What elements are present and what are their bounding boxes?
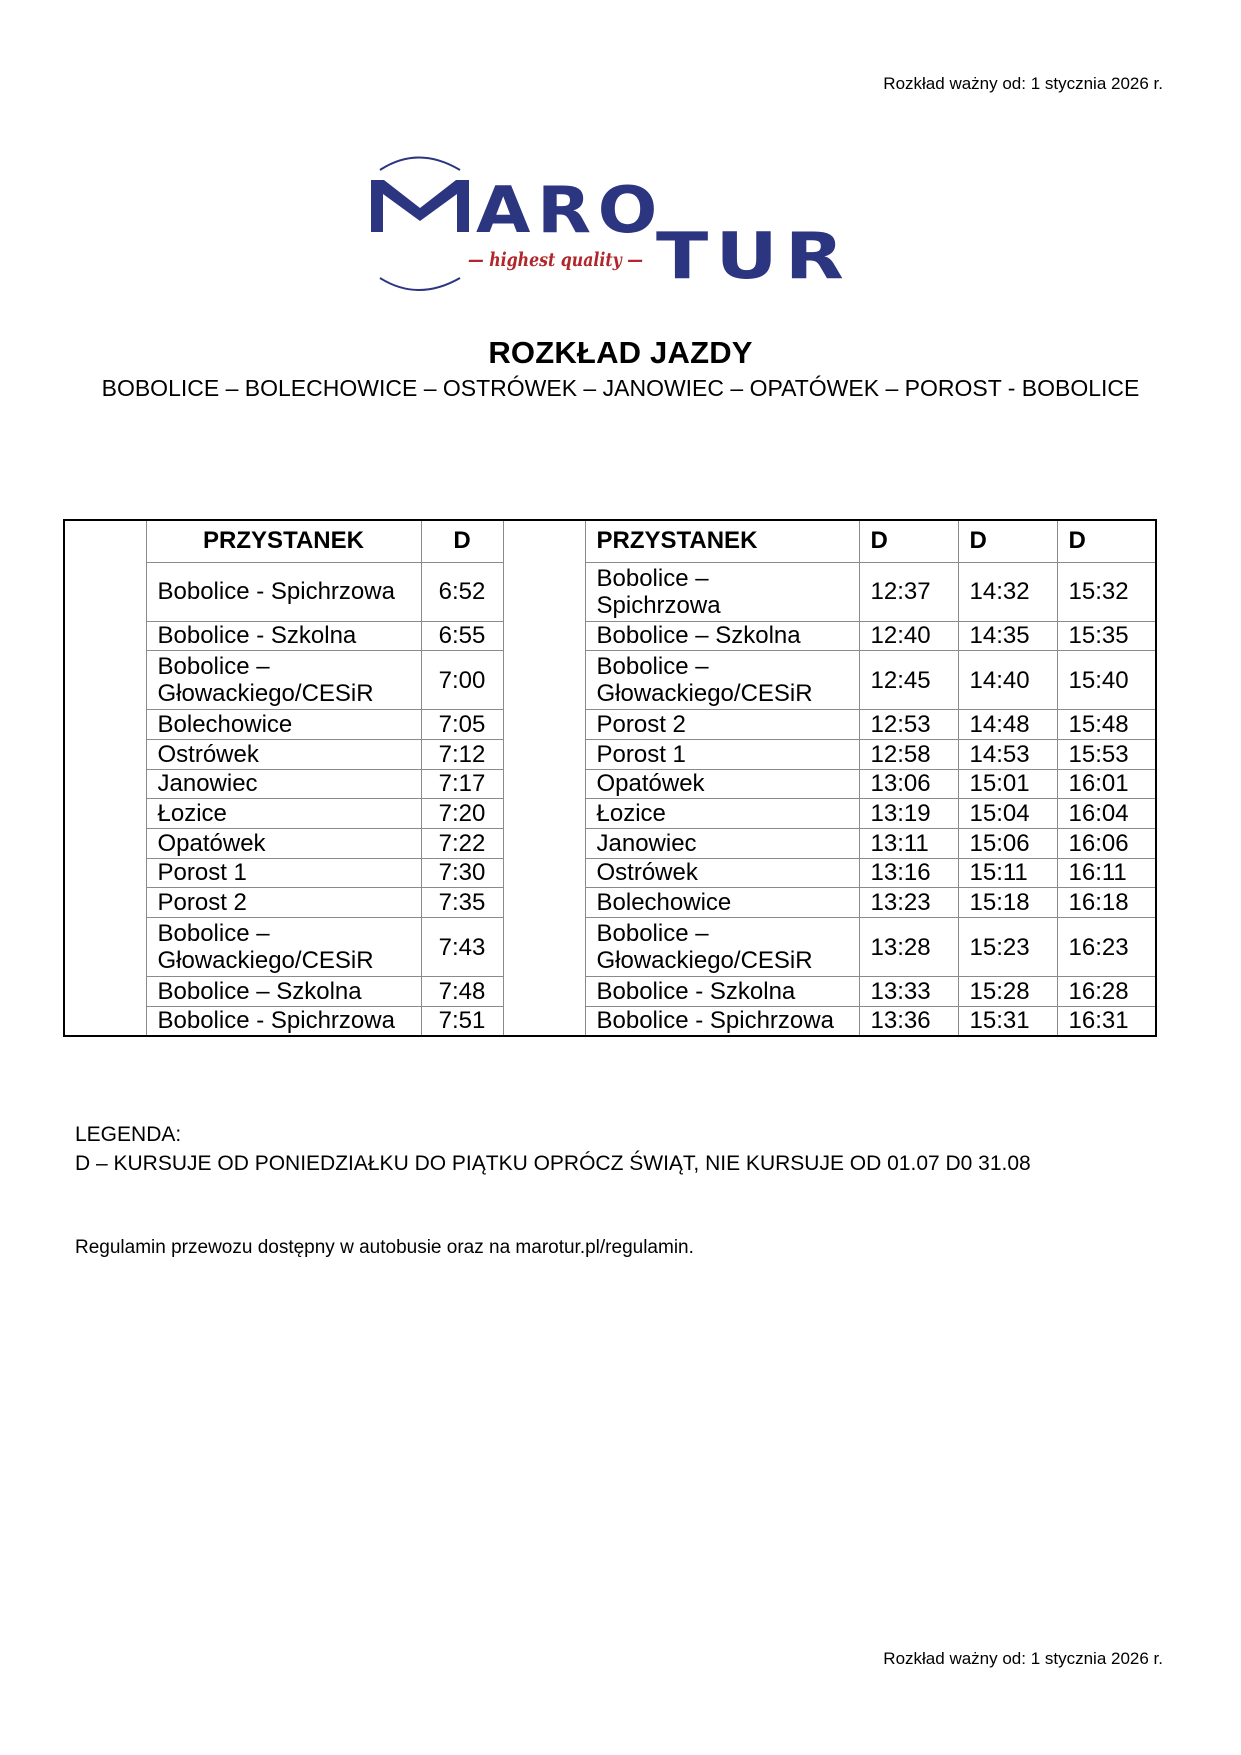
right-time-cell: 16:28 (1057, 977, 1156, 1007)
right-time-cell: 13:36 (859, 1006, 958, 1036)
timetable (63, 519, 1157, 1037)
page-title: ROZKŁAD JAZDY (488, 335, 753, 370)
right-time-cell: 15:28 (958, 977, 1057, 1007)
right-header-stop: PRZYSTANEK (585, 520, 859, 562)
table-row (64, 562, 1156, 621)
table-row (64, 888, 1156, 918)
right-time-cell: 15:31 (958, 1006, 1057, 1036)
right-stop-cell: Bolechowice (585, 888, 859, 918)
left-time-cell: 7:35 (421, 888, 503, 918)
right-time-cell: 14:48 (958, 710, 1057, 740)
right-stop-cell: Ostrówek (585, 858, 859, 888)
left-header-course: D (421, 520, 503, 562)
right-time-cell: 16:01 (1057, 769, 1156, 799)
right-time-cell: 15:18 (958, 888, 1057, 918)
rules-note: Regulamin przewozu dostępny w autobusie oraz na marotur.pl/regulamin. (75, 1237, 694, 1258)
table-row (64, 739, 1156, 769)
left-time-cell: 7:22 (421, 828, 503, 858)
right-stop-cell: Janowiec (585, 828, 859, 858)
right-time-cell: 13:23 (859, 888, 958, 918)
left-time-cell: 7:12 (421, 739, 503, 769)
stop-name-line-1: Bobolice – (157, 653, 270, 681)
stop-name-line-2: Głowackiego/CESiR (157, 947, 374, 974)
right-stop-cell: Opatówek (585, 769, 859, 799)
left-stop-cell: Porost 1 (146, 858, 421, 888)
left-stop-cell: Ostrówek (146, 739, 421, 769)
right-time-cell: 14:53 (958, 739, 1057, 769)
left-stop-cell: Bobolice - Spichrzowa (146, 562, 421, 621)
legend-title: LEGENDA: (75, 1123, 182, 1146)
right-time-cell: 16:06 (1057, 828, 1156, 858)
right-time-cell: 16:04 (1057, 799, 1156, 829)
marotur-logo (368, 150, 868, 310)
timetable-body (64, 520, 1156, 1036)
right-time-cell: 15:53 (1057, 739, 1156, 769)
right-time-cell: 16:18 (1057, 888, 1156, 918)
right-stop-cell: Łozice (585, 799, 859, 829)
left-stop-cell: Opatówek (146, 828, 421, 858)
right-header-course-3: D (1057, 520, 1156, 562)
route-description: BOBOLICE – BOLECHOWICE – OSTRÓWEK – JANOWIEC – OPATÓWEK – POROST - BOBOLICE (101, 375, 1140, 401)
left-stop-cell: Janowiec (146, 769, 421, 799)
right-time-cell: 16:31 (1057, 1006, 1156, 1036)
table-row (64, 858, 1156, 888)
left-time-cell: 7:48 (421, 977, 503, 1007)
table-row (64, 651, 1156, 710)
logo-circle-icon (380, 158, 460, 291)
right-stop-cell: Porost 2 (585, 710, 859, 740)
right-time-cell: 14:40 (958, 651, 1057, 710)
right-time-cell: 13:28 (859, 918, 958, 977)
left-stop-cell: Łozice (146, 799, 421, 829)
stop-name-line-2: Głowackiego/CESiR (596, 680, 813, 708)
logo-m-glyph (371, 180, 469, 232)
right-time-cell: 15:35 (1057, 621, 1156, 651)
right-time-cell: 15:04 (958, 799, 1057, 829)
left-stop-cell (146, 651, 421, 710)
right-time-cell: 13:06 (859, 769, 958, 799)
right-time-cell: 13:19 (859, 799, 958, 829)
right-time-cell: 15:01 (958, 769, 1057, 799)
right-time-cell: 16:23 (1057, 918, 1156, 977)
left-stop-cell: Bobolice - Szkolna (146, 621, 421, 651)
left-stop-cell: Bobolice – Szkolna (146, 977, 421, 1007)
right-time-cell: 15:40 (1057, 651, 1156, 710)
table-row (64, 621, 1156, 651)
right-stop-cell: Bobolice - Szkolna (585, 977, 859, 1007)
left-stop-cell: Bolechowice (146, 710, 421, 740)
table-row (64, 769, 1156, 799)
stop-name-line-1: Bobolice – (596, 564, 709, 592)
left-stop-cell: Porost 2 (146, 888, 421, 918)
right-time-cell: 15:11 (958, 858, 1057, 888)
right-stop-cell: Bobolice – Szkolna (585, 621, 859, 651)
right-time-cell: 12:53 (859, 710, 958, 740)
right-stop-cell (585, 562, 859, 621)
right-stop-cell: Bobolice - Spichrzowa (585, 1006, 859, 1036)
right-time-cell: 14:35 (958, 621, 1057, 651)
left-time-cell: 7:20 (421, 799, 503, 829)
stop-name-line-1: Bobolice – (596, 920, 709, 947)
right-time-cell: 13:11 (859, 828, 958, 858)
left-time-cell: 7:51 (421, 1006, 503, 1036)
right-header-course-1: D (859, 520, 958, 562)
table-row (64, 799, 1156, 829)
left-header-stop: PRZYSTANEK (146, 520, 421, 562)
right-stop-cell (585, 651, 859, 710)
left-time-cell: 7:30 (421, 858, 503, 888)
right-time-cell: 15:32 (1057, 562, 1156, 621)
right-time-cell: 12:37 (859, 562, 958, 621)
left-time-cell: 7:17 (421, 769, 503, 799)
right-time-cell: 12:45 (859, 651, 958, 710)
right-time-cell: 15:23 (958, 918, 1057, 977)
logo-tagline: — highest quality — (468, 249, 643, 271)
logo-brand-top: ARO (476, 174, 664, 248)
left-stop-cell (146, 918, 421, 977)
legend-text: D – KURSUJE OD PONIEDZIAŁKU DO PIĄTKU OPRÓCZ ŚWIĄT, NIE KURSUJE OD 01.07 D0 31.08 (75, 1152, 1031, 1175)
right-time-cell: 16:11 (1057, 858, 1156, 888)
stop-name-line-1: Bobolice – (596, 653, 709, 681)
right-stop-cell (585, 918, 859, 977)
right-time-cell: 12:58 (859, 739, 958, 769)
logo-brand-bottom: TUR (656, 220, 851, 294)
stop-name-line-2: Spichrzowa (596, 591, 721, 619)
table-row (64, 1006, 1156, 1036)
stop-name-line-1: Bobolice – (157, 920, 270, 947)
left-time-cell: 7:00 (421, 651, 503, 710)
left-time-cell: 6:55 (421, 621, 503, 651)
table-row (64, 977, 1156, 1007)
validity-date-bottom: Rozkład ważny od: 1 stycznia 2026 r. (883, 1649, 1163, 1668)
right-time-cell: 13:33 (859, 977, 958, 1007)
blank-column (64, 520, 146, 1036)
gap-column (503, 520, 585, 1036)
table-row (64, 828, 1156, 858)
stop-name-line-2: Głowackiego/CESiR (157, 680, 374, 708)
validity-date-top: Rozkład ważny od: 1 stycznia 2026 r. (883, 74, 1163, 93)
right-time-cell: 13:16 (859, 858, 958, 888)
right-stop-cell: Porost 1 (585, 739, 859, 769)
left-time-cell: 6:52 (421, 562, 503, 621)
stop-name-line-2: Głowackiego/CESiR (596, 947, 813, 974)
right-header-course-2: D (958, 520, 1057, 562)
table-row (64, 710, 1156, 740)
left-time-cell: 7:05 (421, 710, 503, 740)
right-time-cell: 15:06 (958, 828, 1057, 858)
left-stop-cell: Bobolice - Spichrzowa (146, 1006, 421, 1036)
right-time-cell: 15:48 (1057, 710, 1156, 740)
right-time-cell: 14:32 (958, 562, 1057, 621)
table-header-row (64, 520, 1156, 562)
right-time-cell: 12:40 (859, 621, 958, 651)
table-row (64, 918, 1156, 977)
left-time-cell: 7:43 (421, 918, 503, 977)
